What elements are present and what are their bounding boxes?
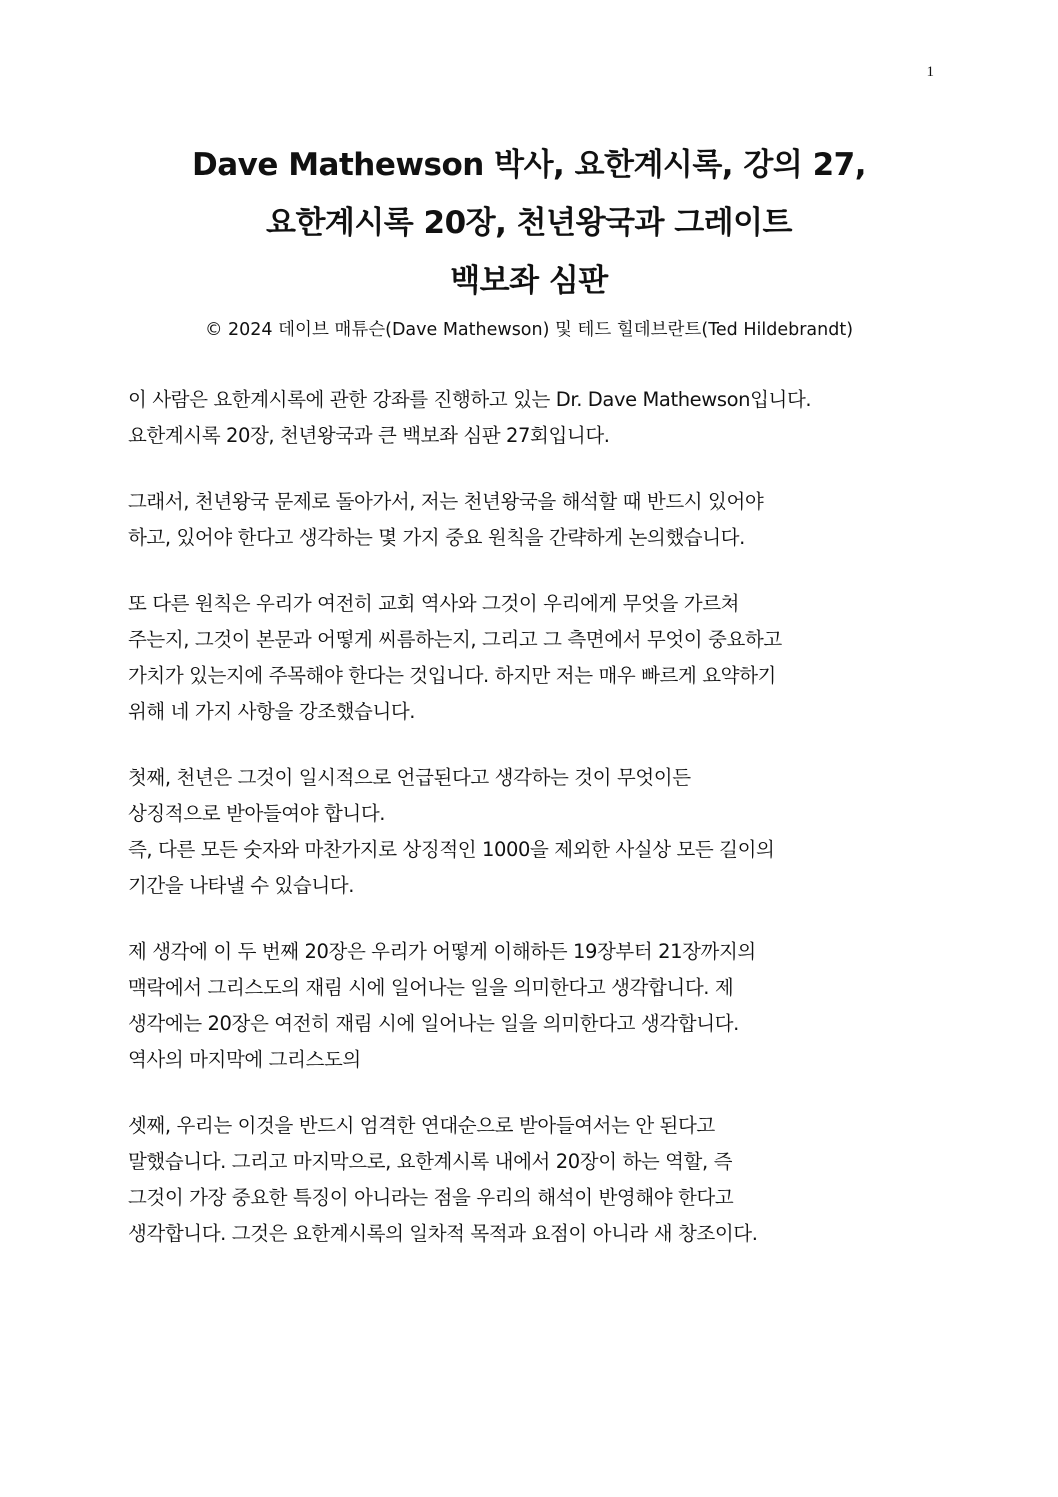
paragraph-line: 즉, 다른 모든 숫자와 마찬가지로 상징적인 1000을 제외한 사실상 모든 길이의: [128, 838, 775, 861]
paragraph-line: 생각에는 20장은 여전히 재림 시에 일어나는 일을 의미한다고 생각합니다.: [128, 1012, 739, 1035]
paragraph-2: [128, 484, 928, 556]
paragraph-line: 말했습니다. 그리고 마지막으로, 요한계시록 내에서 20장이 하는 역할, 즉: [128, 1150, 733, 1173]
paragraph-line: 이 사람은 요한계시록에 관한 강좌를 진행하고 있는 Dr. Dave Mathewson입니다.: [128, 388, 812, 411]
paragraph-line: 가치가 있는지에 주목해야 한다는 것입니다. 하지만 저는 매우 빠르게 요약하기: [128, 664, 776, 687]
paragraph-line: 요한계시록 20장, 천년왕국과 큰 백보좌 심판 27회입니다.: [128, 424, 610, 447]
document-body: [128, 382, 928, 1282]
title-block: [100, 136, 958, 344]
paragraph-line: 생각합니다. 그것은 요한계시록의 일차적 목적과 요점이 아니라 새 창조이다.: [128, 1222, 758, 1245]
paragraph-line: 역사의 마지막에 그리스도의: [128, 1048, 361, 1071]
paragraph-line: 위해 네 가지 사항을 강조했습니다.: [128, 700, 416, 723]
title-line-1: Dave Mathewson 박사, 요한계시록, 강의 27,: [192, 147, 866, 183]
paragraph-1: [128, 382, 928, 454]
paragraph-line: 첫째, 천년은 그것이 일시적으로 언급된다고 생각하는 것이 무엇이든: [128, 766, 691, 789]
paragraph-line: 제 생각에 이 두 번째 20장은 우리가 어떻게 이해하든 19장부터 21장까지의: [128, 940, 756, 963]
paragraph-line: 셋째, 우리는 이것을 반드시 엄격한 연대순으로 받아들여서는 안 된다고: [128, 1114, 715, 1137]
paragraph-3: [128, 586, 928, 730]
title-line-3: 백보좌 심판: [450, 263, 608, 299]
paragraph-line: 또 다른 원칙은 우리가 여전히 교회 역사와 그것이 우리에게 무엇을 가르쳐: [128, 592, 740, 615]
paragraph-4: [128, 760, 928, 904]
paragraph-line: 그것이 가장 중요한 특징이 아니라는 점을 우리의 해석이 반영해야 한다고: [128, 1186, 734, 1209]
paragraph-5: [128, 934, 928, 1078]
paragraph-6: [128, 1108, 928, 1252]
paragraph-line: 맥락에서 그리스도의 재림 시에 일어나는 일을 의미한다고 생각합니다. 제: [128, 976, 734, 999]
page-number: 1: [926, 64, 934, 80]
paragraph-line: 그래서, 천년왕국 문제로 돌아가서, 저는 천년왕국을 해석할 때 반드시 있어야: [128, 490, 764, 513]
copyright-notice: © 2024 데이브 매튜슨(Dave Mathewson) 및 테드 힐데브란트(Ted Hildebrandt): [204, 320, 854, 340]
paragraph-line: 주는지, 그것이 본문과 어떻게 씨름하는지, 그리고 그 측면에서 무엇이 중요하고: [128, 628, 782, 651]
paragraph-line: 기간을 나타낼 수 있습니다.: [128, 874, 355, 897]
paragraph-line: 상징적으로 받아들여야 합니다.: [128, 802, 386, 825]
paragraph-line: 하고, 있어야 한다고 생각하는 몇 가지 중요 원칙을 간략하게 논의했습니다.: [128, 526, 745, 549]
title-line-2: 요한계시록 20장, 천년왕국과 그레이트: [266, 205, 792, 241]
